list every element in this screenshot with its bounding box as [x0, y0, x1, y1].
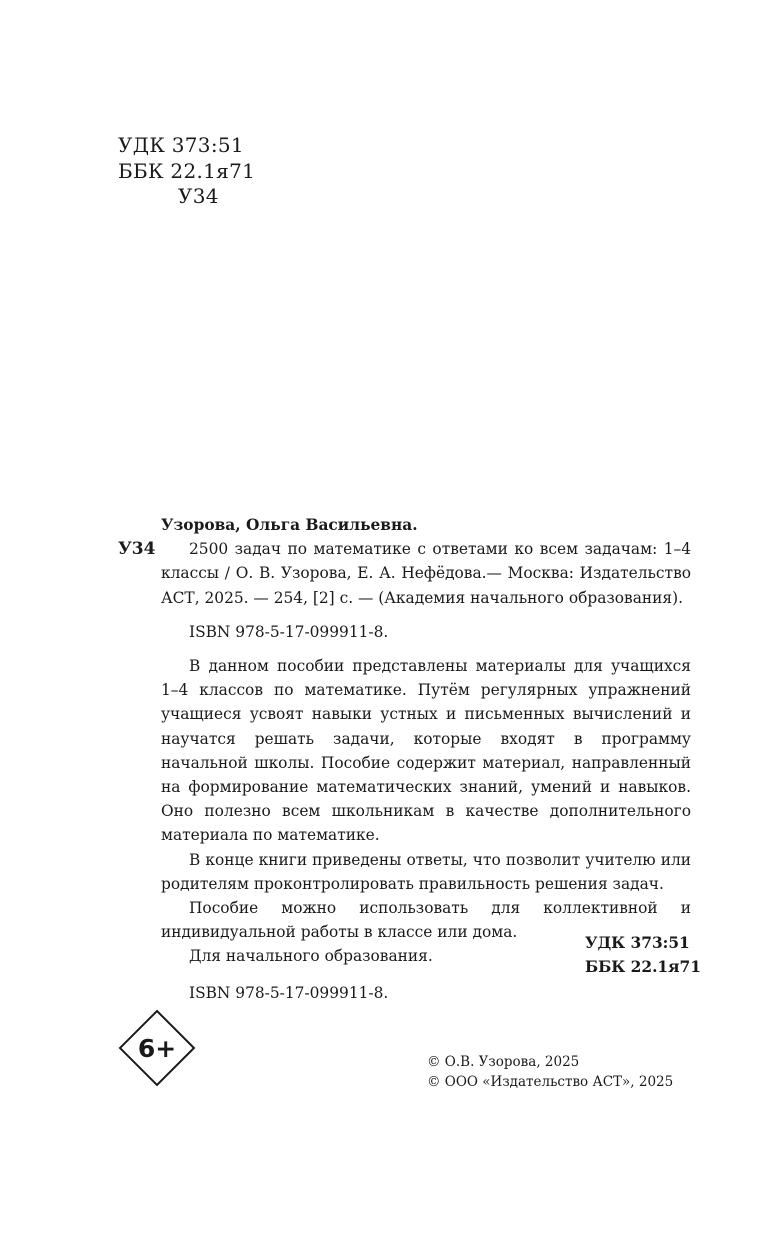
catalog-entry	[161, 513, 691, 969]
age-rating-label: 6+	[137, 1033, 177, 1063]
isbn-bottom: ISBN 978-5-17-099911-8.	[189, 984, 389, 1002]
header-bbk: ББК 22.1я71	[118, 159, 256, 183]
annotation-paragraph: Пособие можно использовать для коллективной и индивидуальной работы в классе или дома.	[161, 899, 691, 942]
annotation-paragraph: В конце книги приведены ответы, что позволит учителю или родителям проконтролировать правильность решения задач.	[161, 850, 691, 893]
annotation-paragraph: В данном пособии представлены материалы для учащихся 1–4 классов по математике. Путём регулярных упражнений учащиеся усвоят навыки устных и письменных вычислений и научатся решать задачи, которые входят в программу начальной школы. Пособие содержит материал, направленный на формирование математических знаний, умений и навыков. Оно полезно всем школьникам в качестве дополнительного материала по математике.	[161, 657, 691, 845]
copyright-author: © О.В. Узорова, 2025	[427, 1054, 580, 1070]
classification-codes	[585, 931, 701, 979]
udk-code: УДК 373:51	[585, 934, 690, 952]
isbn-entry: ISBN 978-5-17-099911-8.	[189, 622, 389, 641]
annotation-paragraph: Для начального образования.	[189, 947, 433, 966]
age-rating-badge	[118, 1009, 196, 1087]
bbk-code: ББК 22.1я71	[585, 958, 701, 977]
copyright-publisher: © ООО «Издательство АСТ», 2025	[427, 1074, 674, 1090]
side-author-mark: У34	[118, 539, 156, 559]
book-description: 2500 задач по математике с ответами ко всем задачам: 1–4 классы / О. В. Узорова, Е. А. Нефёдова.— Москва: Издательство АСТ, 2025. — 254, [2] с. — (Академия начального образования).	[161, 540, 691, 607]
header-udk: УДК 373:51	[118, 133, 244, 157]
header-author-mark: У34	[178, 184, 219, 208]
author-name: Узорова, Ольга Васильевна.	[161, 516, 418, 534]
copyright-block	[427, 1052, 673, 1092]
